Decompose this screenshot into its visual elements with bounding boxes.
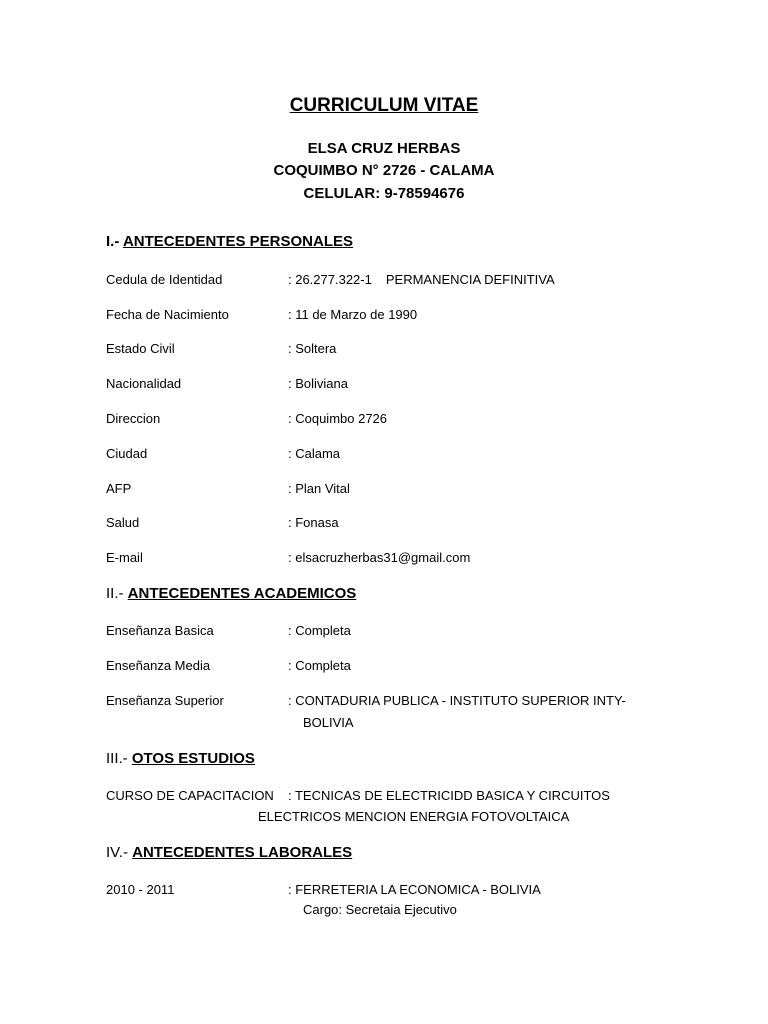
field-value: : Fonasa bbox=[288, 515, 339, 530]
field-value-text: : 26.277.322-1 bbox=[288, 272, 372, 287]
person-address: COQUIMBO N° 2726 - CALAMA bbox=[273, 162, 495, 179]
field-value-extra: PERMANENCIA DEFINITIVA bbox=[385, 272, 555, 287]
work-row-ferreteria-continuation: Cargo: Secretaia Ejecutivo bbox=[303, 902, 457, 917]
field-label: 2010 - 2011 bbox=[106, 882, 175, 897]
academic-row-higher-continuation: BOLIVIA bbox=[303, 715, 354, 730]
field-value: : Coquimbo 2726 bbox=[288, 411, 388, 426]
field-label: AFP bbox=[106, 481, 132, 496]
field-label: Nacionalidad bbox=[106, 376, 182, 391]
person-phone: CELULAR: 9-78594676 bbox=[303, 185, 465, 202]
field-value: : Completa bbox=[288, 658, 351, 673]
field-label: E-mail bbox=[106, 550, 143, 565]
section-title: OTOS ESTUDIOS bbox=[131, 750, 255, 767]
field-label: Ciudad bbox=[106, 446, 148, 461]
field-value: : Calama bbox=[288, 446, 341, 461]
section-other-studies-heading bbox=[106, 750, 255, 767]
field-label: Enseñanza Superior bbox=[106, 693, 224, 708]
section-title: ANTECEDENTES LABORALES bbox=[132, 844, 353, 861]
section-personal-heading bbox=[106, 233, 353, 250]
other-studies-row-course-continuation: ELECTRICOS MENCION ENERGIA FOTOVOLTAICA bbox=[258, 809, 570, 824]
field-value: : elsacruzherbas31@gmail.com bbox=[288, 550, 471, 565]
field-label: CURSO DE CAPACITACION bbox=[106, 788, 274, 803]
field-label: Direccion bbox=[106, 411, 161, 426]
field-value: : Completa bbox=[288, 623, 351, 638]
field-label: Salud bbox=[106, 515, 140, 530]
field-value: : FERRETERIA LA ECONOMICA - BOLIVIA bbox=[288, 882, 541, 897]
field-value bbox=[288, 272, 555, 287]
field-label: Enseñanza Media bbox=[106, 658, 211, 673]
person-name: ELSA CRUZ HERBAS bbox=[307, 140, 461, 157]
field-value: : CONTADURIA PUBLICA - INSTITUTO SUPERIOR INTY- bbox=[288, 693, 626, 708]
section-title: ANTECEDENTES PERSONALES bbox=[122, 233, 353, 250]
section-number: III.- bbox=[106, 750, 132, 767]
field-label: Estado Civil bbox=[106, 341, 175, 356]
field-label: Enseñanza Basica bbox=[106, 623, 214, 638]
section-work-heading bbox=[106, 844, 352, 861]
field-value: : Boliviana bbox=[288, 376, 348, 391]
field-value: : Plan Vital bbox=[288, 481, 350, 496]
section-academic-heading bbox=[106, 585, 356, 602]
field-value: : TECNICAS DE ELECTRICIDD BASICA Y CIRCUITOS bbox=[288, 788, 610, 803]
field-value: : Soltera bbox=[288, 341, 337, 356]
section-number: IV.- bbox=[106, 844, 133, 861]
section-number: I.- bbox=[106, 233, 123, 250]
field-label: Fecha de Nacimiento bbox=[106, 307, 229, 322]
field-label: Cedula de Identidad bbox=[106, 272, 223, 287]
section-number: II.- bbox=[106, 585, 128, 602]
field-value: : 11 de Marzo de 1990 bbox=[288, 307, 418, 322]
document-title: CURRICULUM VITAE bbox=[289, 95, 479, 116]
section-title: ANTECEDENTES ACADEMICOS bbox=[127, 585, 357, 602]
